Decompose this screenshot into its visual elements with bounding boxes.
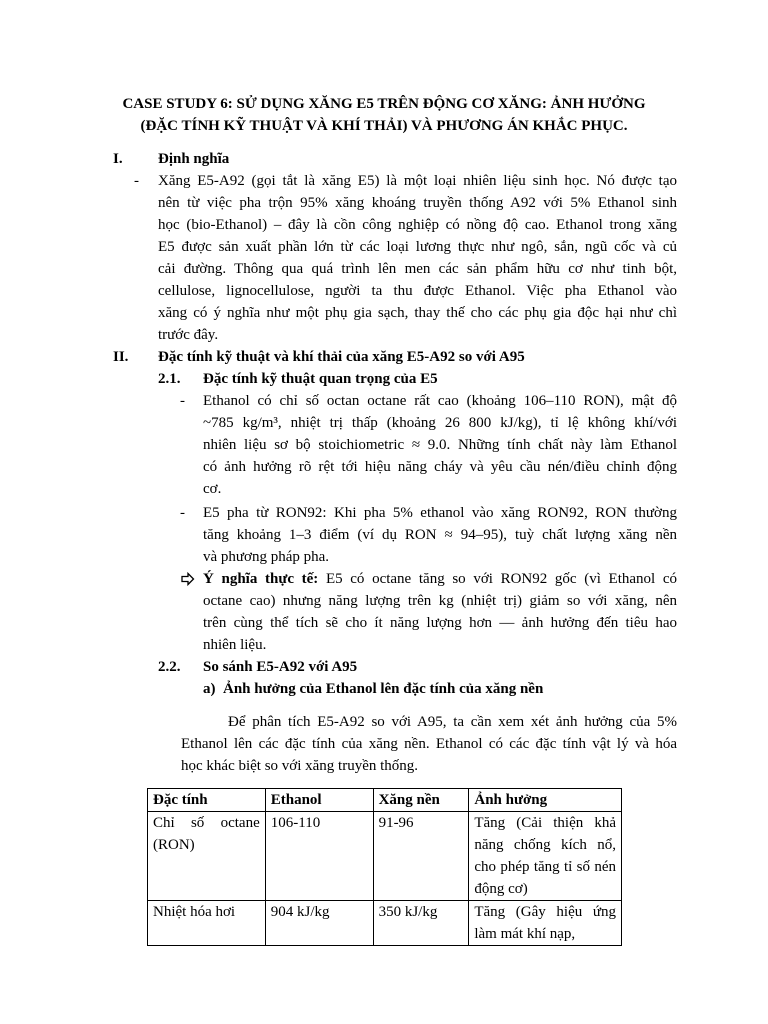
bullet-2-line: tăng khoảng 1–3 điểm (ví dụ RON ≈ 94–95), tuỳ chất lượng xăng nền — [203, 527, 677, 543]
title-line-1: CASE STUDY 6: SỬ DỤNG XĂNG E5 TRÊN ĐỘNG CƠ XĂNG: ẢNH HƯỞNG — [122, 96, 646, 112]
table-row — [148, 812, 622, 901]
bullet-1-line: Ethanol có chỉ số octan octane rất cao (khoảng 106–110 RON), mật độ — [203, 393, 677, 409]
section-2-heading: Đặc tính kỹ thuật và khí thải của xăng E5-A92 so với A95 — [158, 349, 525, 365]
bullet-2-dash: - — [180, 505, 185, 521]
bullet-2-line: E5 pha từ RON92: Khi pha 5% ethanol vào xăng RON92, RON thường — [203, 505, 677, 521]
section-2-number: II. — [113, 349, 129, 365]
table-cell: Chỉ số octane (RON) — [148, 812, 266, 901]
section-1-line: cải đường. Thông qua quá trình lên men các sản phẩm hữu cơ như tinh bột, — [158, 261, 677, 277]
table-header-row — [148, 789, 622, 812]
properties-table — [147, 788, 622, 946]
section-1-number: I. — [113, 151, 123, 167]
table-cell: 106-110 — [265, 812, 373, 901]
practical-meaning-label: Ý nghĩa thực tế: — [203, 571, 319, 587]
table-header-cell: Đặc tính — [148, 789, 266, 812]
bullet-1-line: cơ. — [203, 481, 222, 497]
practical-meaning-first-text: E5 có octane tăng so với RON92 gốc (vì Ethanol có — [318, 571, 677, 587]
subsection-2-1-number: 2.1. — [158, 371, 181, 387]
bullet-1-line: ~785 kg/m³, nhiệt trị thấp (khoảng 26 800 kJ/kg), tỉ lệ không khí/với — [203, 415, 677, 431]
table-cell: Tăng (Cải thiện khả năng chống kích nổ, cho phép tăng tỉ số nén động cơ) — [469, 812, 622, 901]
table-cell: 91-96 — [373, 812, 469, 901]
practical-meaning-line: octane cao) nhưng năng lượng trên kg (nhiệt trị) giảm so với xăng, nên — [203, 593, 677, 609]
bullet-1-dash: - — [180, 393, 185, 409]
practical-meaning-line: nhiên liệu. — [203, 637, 267, 653]
subsection-2-2-number: 2.2. — [158, 659, 181, 675]
table-cell: Tăng (Gây hiệu ứng làm mát khí nạp, — [469, 901, 622, 946]
section-1-line: xăng có ý nghĩa như một phụ gia sạch, thay thế cho các phụ gia độc hại như chì — [158, 305, 677, 321]
table-cell: 350 kJ/kg — [373, 901, 469, 946]
item-a-heading: a) Ảnh hưởng của Ethanol lên đặc tính của xăng nền — [203, 681, 544, 697]
subsection-2-2-heading: So sánh E5-A92 với A95 — [203, 659, 358, 675]
section-1-line: Xăng E5-A92 (gọi tắt là xăng E5) là một loại nhiên liệu sinh học. Nó được tạo — [158, 173, 677, 189]
section-1-line: nên từ việc pha trộn 95% xăng khoáng truyền thống A92 với 5% Ethanol sinh — [158, 195, 677, 211]
bullet-1-line: có ảnh hưởng rõ rệt tới hiệu năng cháy và yêu cầu nén/điều chỉnh động — [203, 459, 677, 475]
section-1-bullet-dash: - — [134, 173, 139, 189]
table-header-cell: Ethanol — [265, 789, 373, 812]
section-1-heading: Định nghĩa — [158, 151, 230, 167]
comparison-intro-line: Ethanol lên các đặc tính của xăng nền. Ethanol có các đặc tính vật lý và hóa — [181, 736, 677, 752]
practical-meaning-line: trên cùng thể tích sẽ cho ít năng lượng hơn — ảnh hưởng đến tiêu hao — [203, 615, 677, 631]
section-1-line: trước đây. — [158, 327, 219, 343]
section-1-line: học (bio-Ethanol) – đây là cồn công nghiệp có nồng độ cao. Ethanol trong xăng — [158, 217, 677, 233]
table-cell: 904 kJ/kg — [265, 901, 373, 946]
section-1-line: cellulose, lignocellulose, người ta thu được Ethanol. Việc pha Ethanol vào — [158, 283, 677, 299]
subsection-2-1-heading: Đặc tính kỹ thuật quan trọng của E5 — [203, 371, 438, 387]
table-header-cell: Ảnh hưởng — [469, 789, 622, 812]
section-1-line: E5 được sản xuất phần lớn từ các loại lương thực như ngô, sắn, ngũ cốc và củ — [158, 239, 677, 255]
bullet-1-line: nhiên liệu sơ bộ stoichiometric ≈ 9.0. Những tính chất này làm Ethanol — [203, 437, 677, 453]
comparison-intro-line: Để phân tích E5-A92 so với A95, ta cần xem xét ảnh hưởng của 5% — [228, 714, 677, 730]
table-cell: Nhiệt hóa hơi — [148, 901, 266, 946]
table-header-cell: Xăng nền — [373, 789, 469, 812]
table-row — [148, 901, 622, 946]
comparison-intro-line: học khác biệt so với xăng truyền thống. — [181, 758, 419, 774]
title-line-2: (ĐẶC TÍNH KỸ THUẬT VÀ KHÍ THẢI) VÀ PHƯƠNG ÁN KHẮC PHỤC. — [140, 118, 628, 134]
bullet-2-line: và phương pháp pha. — [203, 549, 330, 565]
